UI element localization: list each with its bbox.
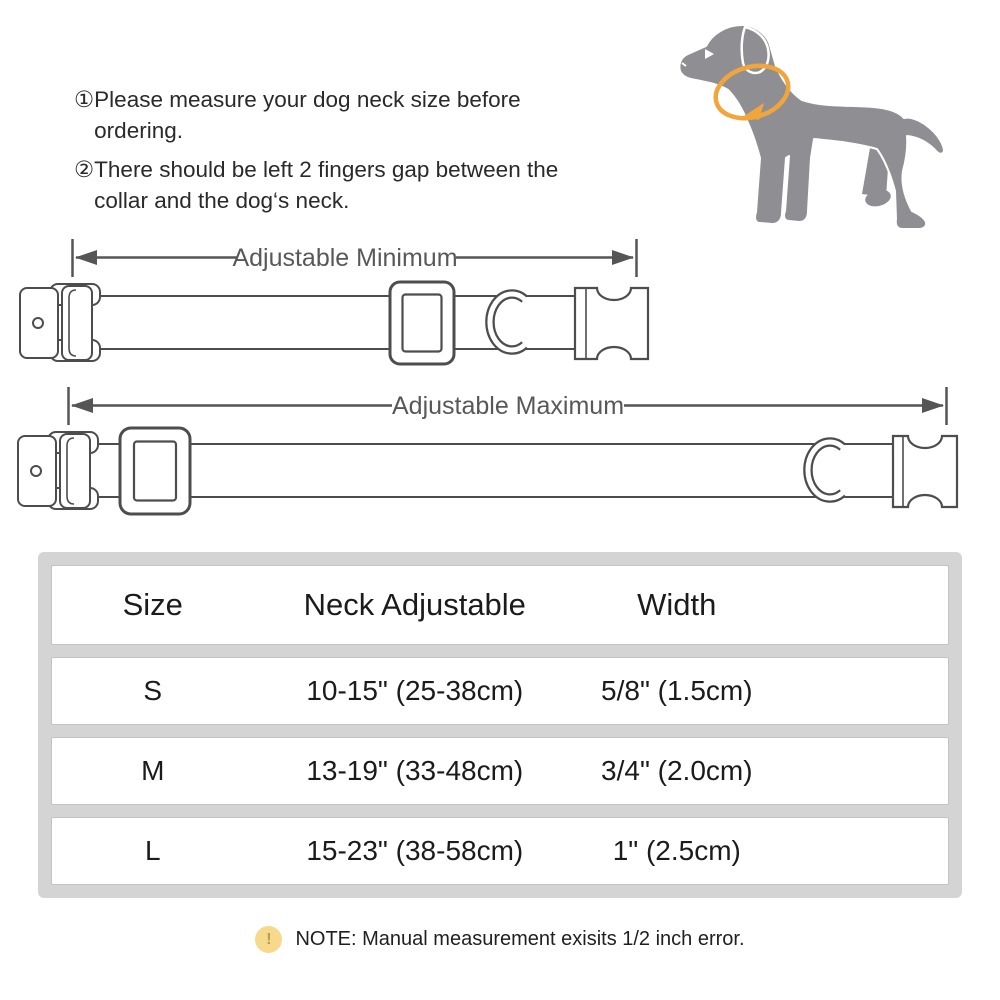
cell-neck: 10-15" (25-38cm): [306, 675, 524, 706]
clasp-end: [893, 436, 957, 507]
instruction-item-2: [74, 154, 599, 216]
collar-strap: [86, 444, 893, 497]
collar-diagram-maximum: [0, 384, 1000, 519]
instruction-item-1: [74, 84, 599, 146]
cell-neck: 13-19" (33-48cm): [306, 755, 524, 786]
cell-size: S: [143, 675, 163, 706]
table-header-row: [51, 565, 949, 645]
instructions-list: [74, 84, 599, 216]
instruction-text-1: [94, 84, 599, 146]
table-row-l: [51, 817, 949, 885]
note: [0, 926, 1000, 953]
cell-width: 5/8" (1.5cm): [601, 675, 753, 706]
cell-width: 1" (2.5cm): [612, 835, 741, 866]
instruction-1-line-1: Please measure your dog neck size before ordering.: [94, 87, 521, 144]
dog-illustration: [648, 8, 950, 240]
collar-strap: [88, 296, 585, 349]
cell-size: M: [141, 755, 165, 786]
tri-glide-slider: [390, 282, 454, 364]
table-row-s: [51, 657, 949, 725]
size-table: [38, 552, 962, 898]
table-row-m: [51, 737, 949, 805]
instruction-2-line-1: There should be left 2 fingers gap between the: [94, 157, 559, 183]
arrowhead-left-icon: [71, 398, 93, 413]
tri-glide-slider: [120, 428, 190, 514]
cell-neck: 15-23" (38-58cm): [306, 835, 524, 866]
note-text: NOTE: Manual measurement exisits 1/2 inch error.: [295, 928, 745, 950]
header-neck-adjustable: Neck Adjustable: [303, 587, 526, 622]
maximum-label: Adjustable Maximum: [391, 392, 625, 420]
arrowhead-left-icon: [75, 250, 97, 265]
header-size: Size: [122, 587, 183, 622]
collar-buckle: [18, 432, 98, 509]
collar-diagram-minimum: [0, 236, 660, 371]
collar-buckle: [20, 284, 100, 361]
cell-width: 3/4" (2.0cm): [601, 755, 753, 786]
dog-silhouette: [679, 25, 944, 229]
arrowhead-right-icon: [612, 250, 634, 265]
instruction-number-1: ①: [74, 87, 95, 112]
instruction-text-2: [94, 154, 558, 216]
minimum-label: Adjustable Minimum: [232, 244, 458, 272]
instruction-number-2: ②: [74, 157, 95, 183]
instruction-2-line-2: collar and the dog‘s neck.: [94, 188, 350, 214]
cell-size: L: [144, 835, 161, 866]
arrowhead-right-icon: [922, 398, 944, 413]
header-width: Width: [637, 587, 717, 622]
exclamation-icon: !: [255, 926, 282, 953]
clasp-end: [575, 288, 648, 359]
